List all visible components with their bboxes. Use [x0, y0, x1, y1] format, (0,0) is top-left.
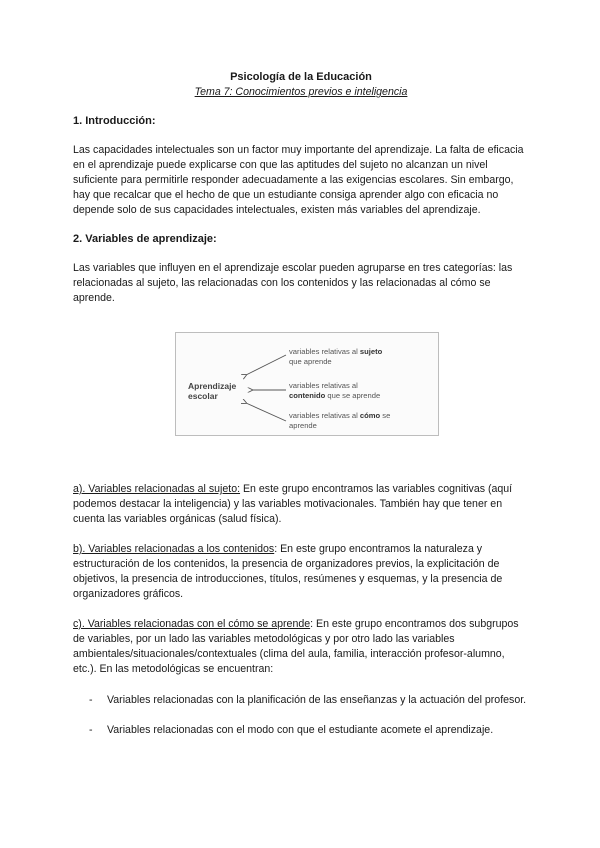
subsection-b-text: : En este grupo encontramos la naturaleza y estructuración de los contenidos, la presencia de organizadores previos, la explicitación de objetivos, la presencia de introducciones, títulos, resúmenes y esquemas, y la presencia de organizadores gráficos. — [73, 543, 503, 600]
document-page — [73, 70, 529, 306]
learning-variables-diagram — [175, 332, 439, 436]
subsection-b-title: b). Variables relacionadas a los contenidos — [73, 543, 275, 555]
arrow-sujeto — [246, 355, 286, 375]
document-subtitle: Tema 7: Conocimientos previos e inteligencia — [194, 86, 408, 98]
subsection-c-text: : En este grupo encontramos dos subgrupos de variables, por un lado las variables metodológicas y por otro lado las variables ambientales/situacionales/contextuales (clima del aula, familia, interacción profesor-alumno, etc.). En las metodológicas se encuentran: — [73, 618, 519, 675]
subsection-c — [73, 617, 529, 677]
arrow-como — [246, 403, 286, 421]
subsection-a-text: En este grupo encontramos las variables cognitivas (aquí podemos destacar la inteligencia) y las variables motivacionales. También hay que tener en cuenta las variables orgánicas (salud física). — [73, 483, 513, 525]
diagram-center-label: Aprendizaje escolar — [188, 381, 237, 401]
document-title: Psicología de la Educación — [230, 71, 372, 83]
list-item: - Variables relacionadas con la planificación de las enseñanzas y la actuación del profesor. — [89, 694, 527, 706]
section-1-heading: 1. Introducción: — [73, 115, 156, 127]
section-2-intro: Las variables que influyen en el aprendizaje escolar pueden agruparse en tres categorías: las relacionadas al sujeto, las relacionadas con los contenidos y las relacionadas al cómo se aprende. — [73, 262, 513, 304]
subsection-b — [73, 542, 529, 602]
section-2-heading: 2. Variables de aprendizaje: — [73, 233, 217, 245]
diagram-item-sujeto: variables relativas al sujeto que aprende — [289, 347, 383, 366]
methodological-variables-list — [73, 693, 529, 738]
section-1-paragraph: Las capacidades intelectuales son un factor muy importante del aprendizaje. La falta de eficacia en el aprendizaje puede explicarse con que las aptitudes del sujeto no alcanzan un nivel suficiente para permitirle responder adecuadamente a las exigencias escolares. Sin embargo, hay que recalcar que el hecho de que un estudiante consiga aprender algo con eficacia no depende solo de sus capacidades intelectuales, existen más variables del aprendizaje. — [73, 144, 524, 216]
diagram-item-contenido: variables relativas al contenido que se aprende — [289, 381, 381, 400]
subsection-a-title: a). Variables relacionadas al sujeto: — [73, 483, 241, 495]
list-item: - Variables relacionadas con el modo con que el estudiante acomete el aprendizaje. — [89, 724, 494, 736]
subsection-c-title: c). Variables relacionadas con el cómo se aprende — [73, 618, 311, 630]
subsection-a — [73, 482, 529, 527]
subsections-block — [73, 482, 529, 738]
diagram-item-como: variables relativas al cómo se aprende — [289, 411, 391, 430]
